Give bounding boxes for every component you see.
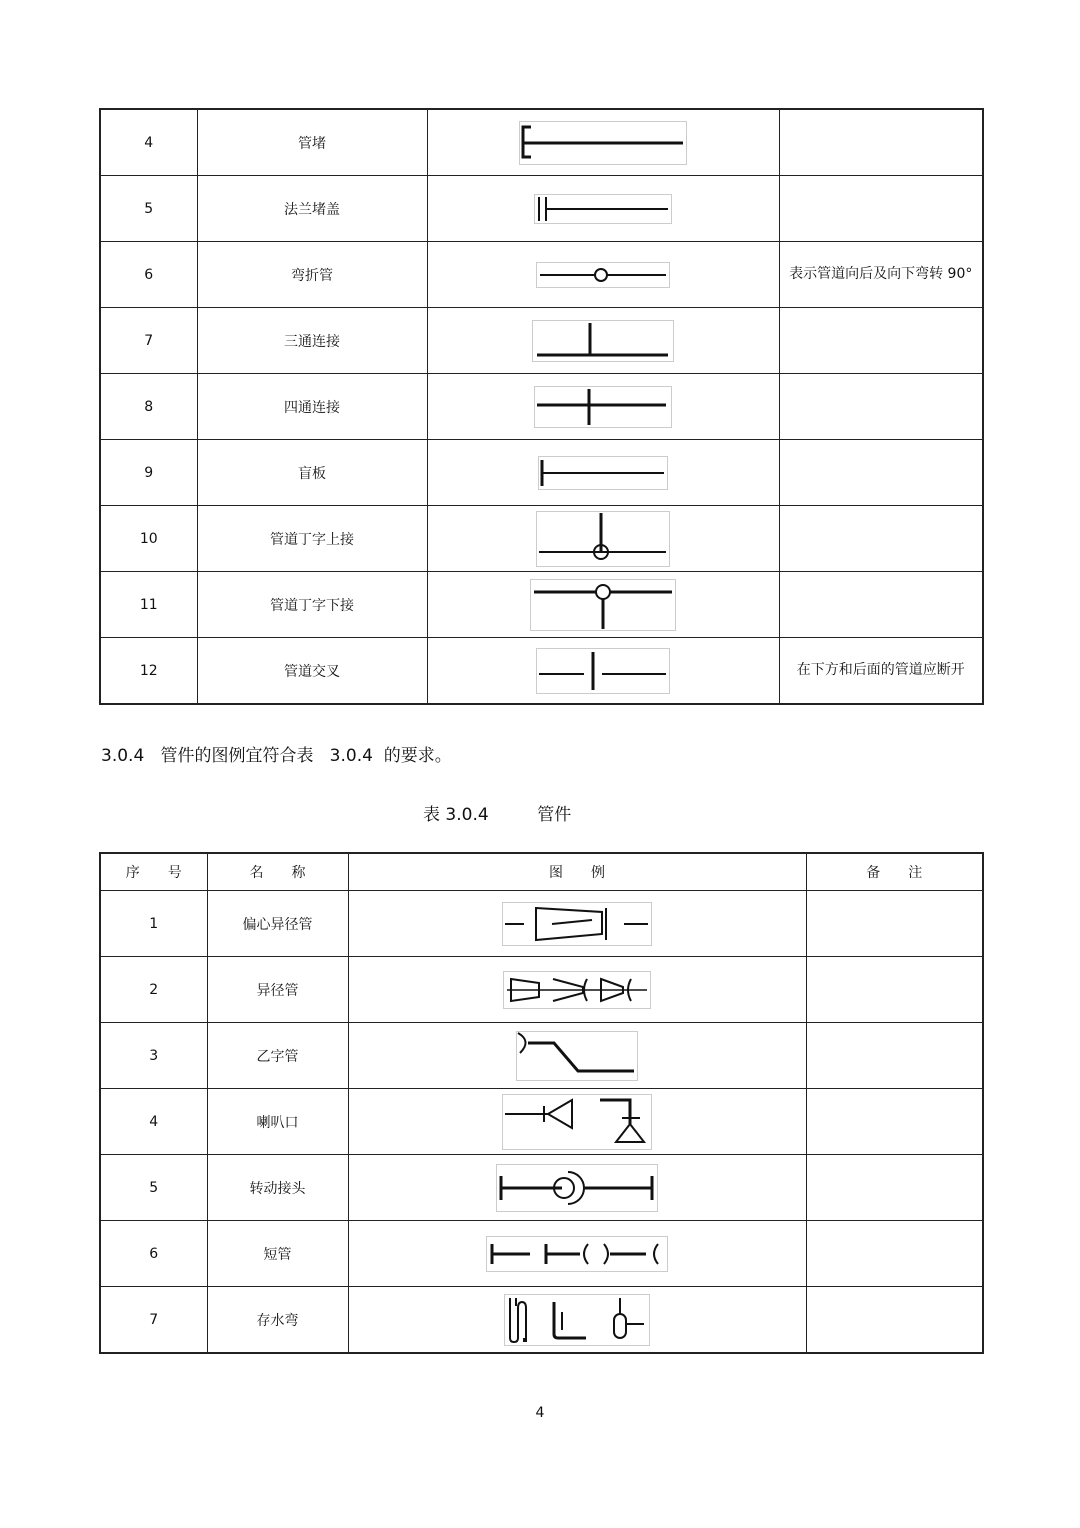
cross-joint-icon — [427, 374, 779, 440]
header-note: 备 注 — [806, 853, 983, 891]
row-note — [779, 374, 983, 440]
table-header-row — [100, 853, 983, 891]
row-name: 异径管 — [207, 957, 348, 1023]
row-name: 短管 — [207, 1221, 348, 1287]
row-name: 盲板 — [197, 440, 427, 506]
offset-pipe-icon — [348, 1023, 806, 1089]
bent-pipe-icon — [427, 242, 779, 308]
row-number: 3 — [100, 1023, 207, 1089]
row-name: 四通连接 — [197, 374, 427, 440]
tee-up-icon — [427, 506, 779, 572]
header-number: 序 号 — [100, 853, 207, 891]
row-note — [806, 1287, 983, 1354]
row-note: 在下方和后面的管道应断开 — [779, 638, 983, 705]
row-name: 转动接头 — [207, 1155, 348, 1221]
table-row — [100, 506, 983, 572]
tee-down-icon — [427, 572, 779, 638]
row-name: 管道交叉 — [197, 638, 427, 705]
table-row — [100, 308, 983, 374]
section-text: 3.0.4 管件的图例宜符合表 3.0.4 的要求。 — [101, 746, 452, 766]
row-number: 12 — [100, 638, 197, 705]
row-note — [806, 1023, 983, 1089]
row-name: 管道丁字下接 — [197, 572, 427, 638]
table-row — [100, 374, 983, 440]
row-note — [779, 109, 983, 176]
row-number: 10 — [100, 506, 197, 572]
page-number: 4 — [535, 1405, 545, 1421]
row-number: 11 — [100, 572, 197, 638]
trap-icon — [348, 1287, 806, 1354]
row-note — [806, 957, 983, 1023]
table-row — [100, 1155, 983, 1221]
row-name: 喇叭口 — [207, 1089, 348, 1155]
row-number: 6 — [100, 242, 197, 308]
row-number: 9 — [100, 440, 197, 506]
tee-joint-icon — [427, 308, 779, 374]
row-number: 4 — [100, 1089, 207, 1155]
row-name: 存水弯 — [207, 1287, 348, 1354]
row-number: 7 — [100, 308, 197, 374]
pipe-crossing-icon — [427, 638, 779, 705]
row-note — [779, 308, 983, 374]
short-pipe-icon — [348, 1221, 806, 1287]
row-note — [779, 506, 983, 572]
row-number: 1 — [100, 891, 207, 957]
row-note: 表示管道向后及向下弯转 90° — [779, 242, 983, 308]
table-row — [100, 242, 983, 308]
pipe-plug-icon — [427, 109, 779, 176]
table-row — [100, 176, 983, 242]
row-number: 2 — [100, 957, 207, 1023]
row-note — [779, 572, 983, 638]
flange-cover-icon — [427, 176, 779, 242]
row-note — [806, 1221, 983, 1287]
row-number: 5 — [100, 1155, 207, 1221]
row-note — [779, 176, 983, 242]
row-note — [806, 1155, 983, 1221]
row-number: 8 — [100, 374, 197, 440]
row-name: 管堵 — [197, 109, 427, 176]
row-name: 乙字管 — [207, 1023, 348, 1089]
legend-table-2 — [99, 852, 984, 1354]
row-name: 法兰堵盖 — [197, 176, 427, 242]
table-row — [100, 440, 983, 506]
row-name: 偏心异径管 — [207, 891, 348, 957]
row-note — [806, 1089, 983, 1155]
table-row — [100, 109, 983, 176]
table-row — [100, 1023, 983, 1089]
table-row — [100, 638, 983, 705]
table-row — [100, 1287, 983, 1354]
bell-mouth-icon — [348, 1089, 806, 1155]
table-row — [100, 1089, 983, 1155]
table-row — [100, 891, 983, 957]
table-title: 表 3.0.4 管件 — [423, 805, 572, 825]
table-row — [100, 572, 983, 638]
row-note — [779, 440, 983, 506]
eccentric-reducer-icon — [348, 891, 806, 957]
row-number: 4 — [100, 109, 197, 176]
header-symbol: 图 例 — [348, 853, 806, 891]
row-number: 7 — [100, 1287, 207, 1354]
header-name: 名 称 — [207, 853, 348, 891]
legend-table-1 — [99, 108, 984, 705]
reducer-icon — [348, 957, 806, 1023]
table-row — [100, 1221, 983, 1287]
row-name: 弯折管 — [197, 242, 427, 308]
row-name: 管道丁字上接 — [197, 506, 427, 572]
blind-plate-icon — [427, 440, 779, 506]
row-number: 5 — [100, 176, 197, 242]
table-row — [100, 957, 983, 1023]
swivel-joint-icon — [348, 1155, 806, 1221]
row-number: 6 — [100, 1221, 207, 1287]
row-note — [806, 891, 983, 957]
row-name: 三通连接 — [197, 308, 427, 374]
